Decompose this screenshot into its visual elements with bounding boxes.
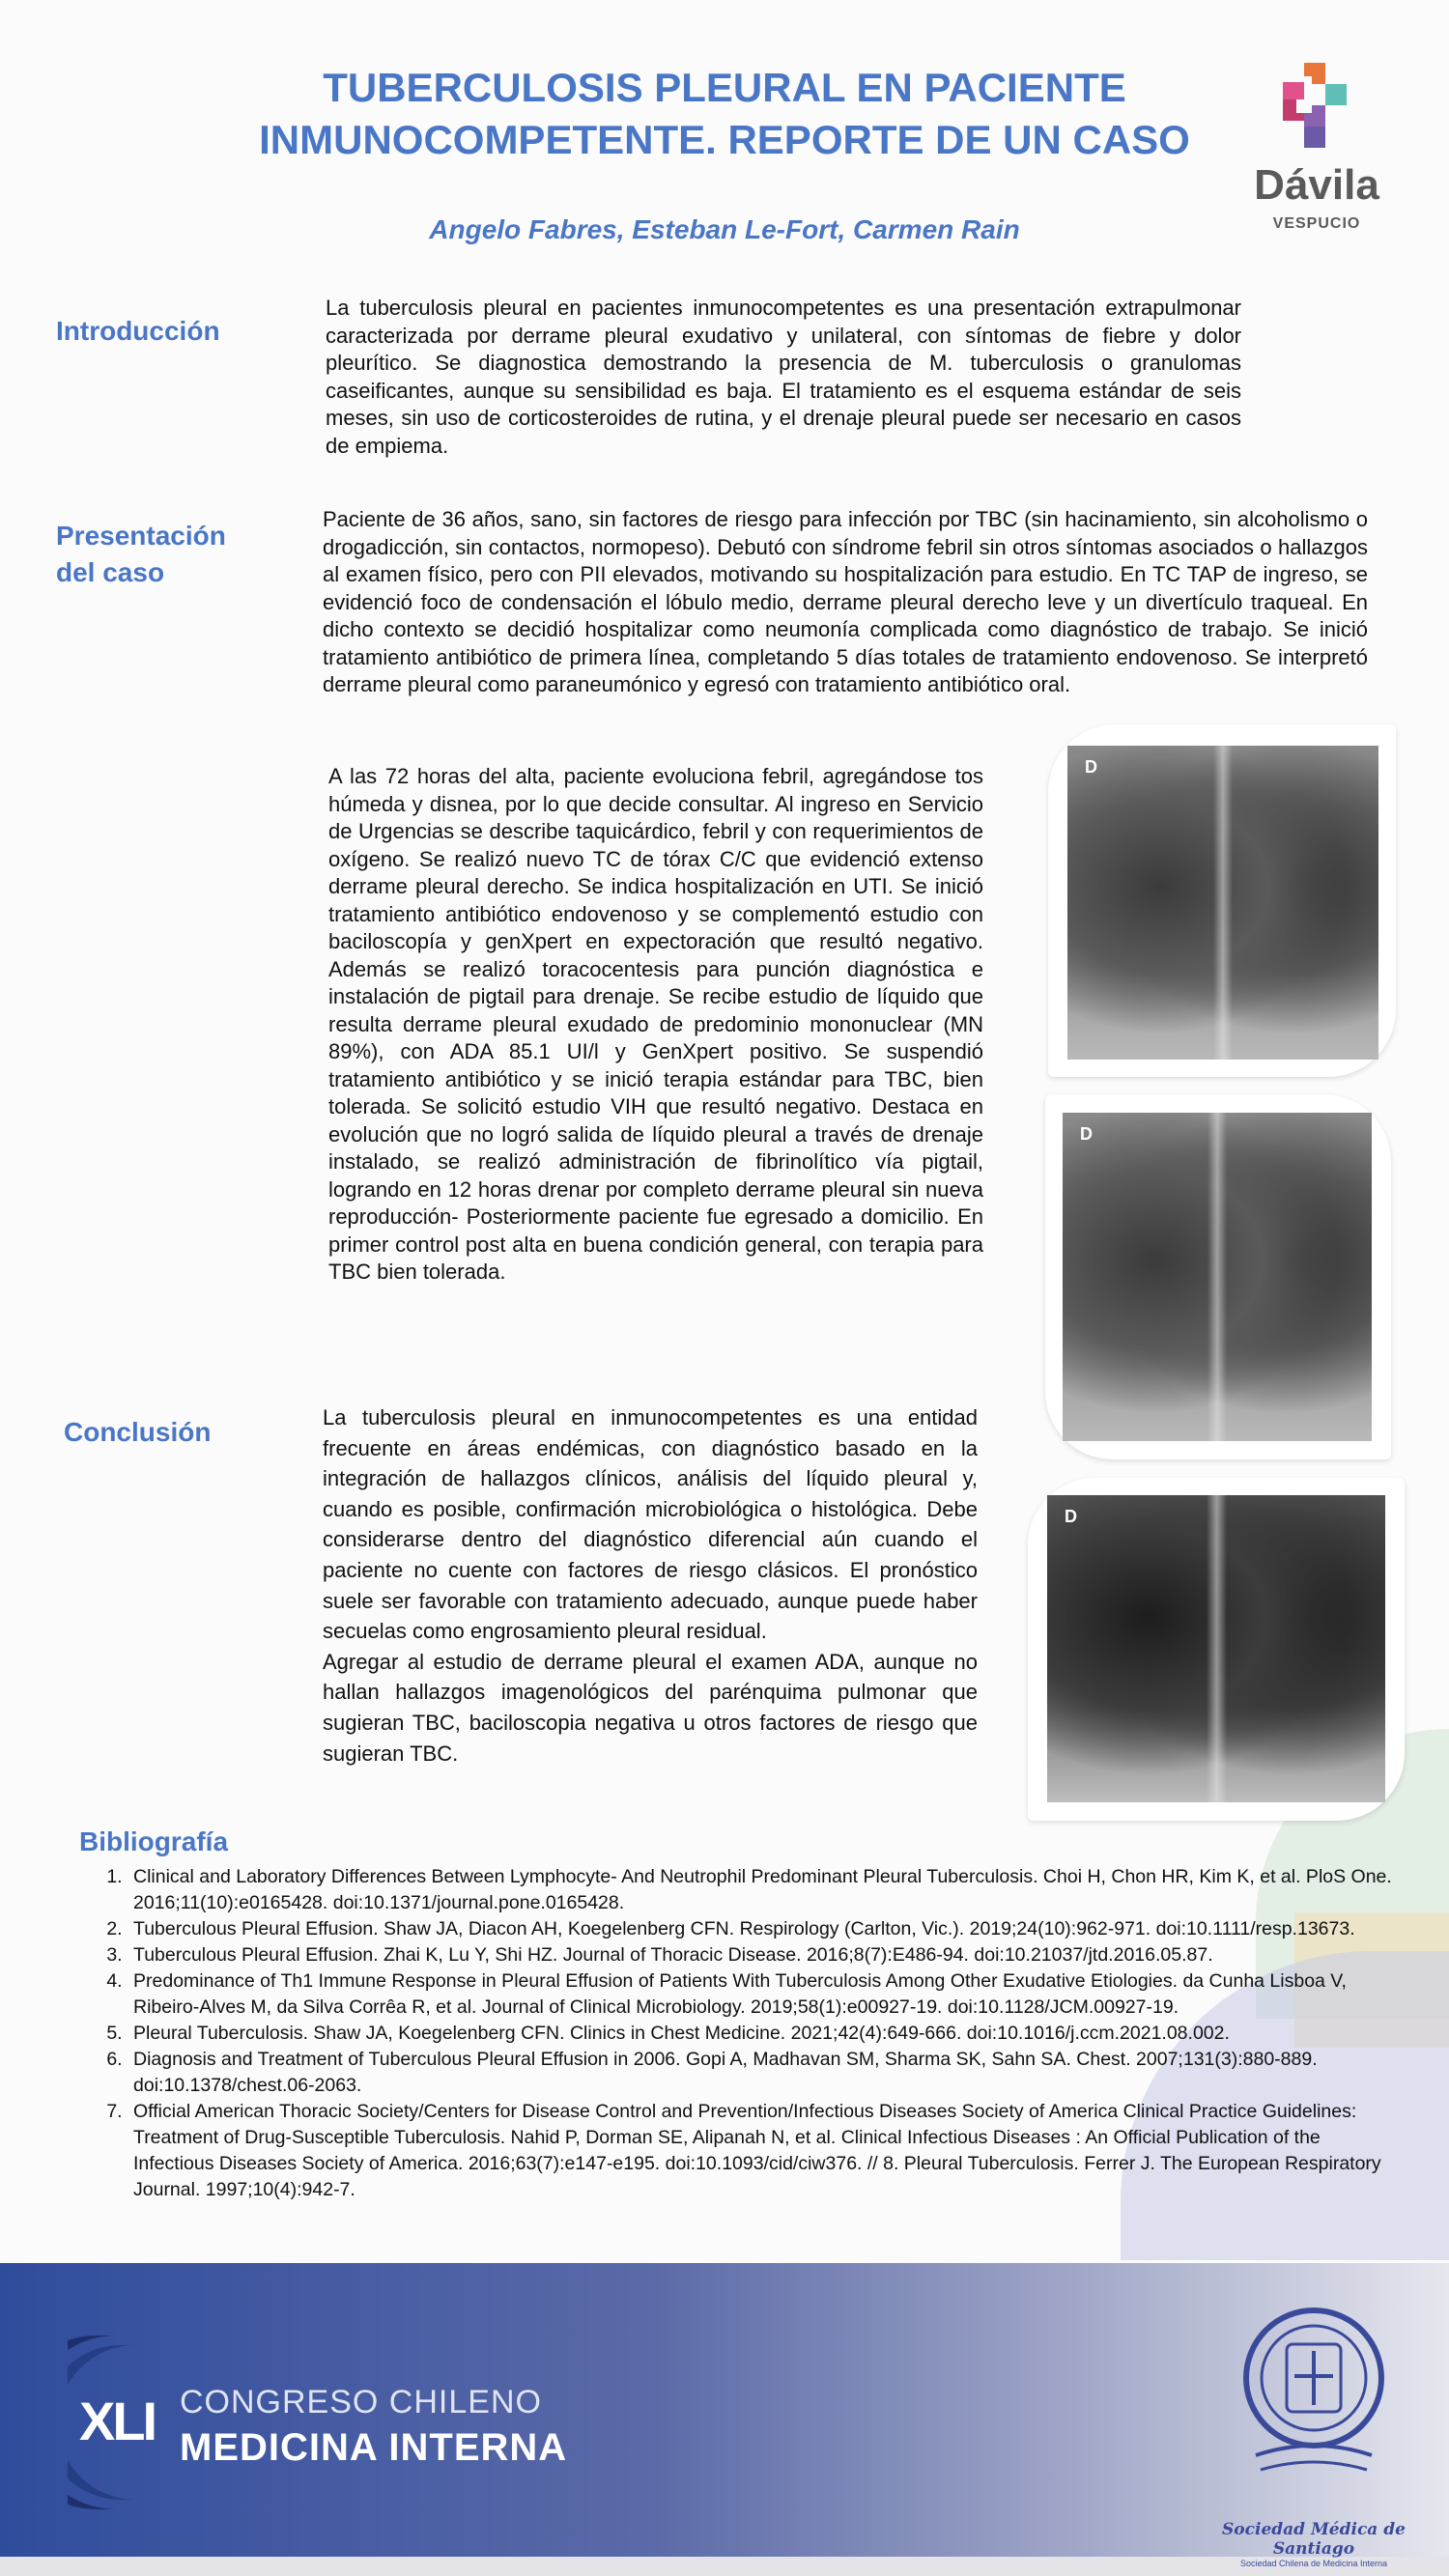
reference-item: 6. Diagnosis and Treatment of Tuberculous Pleural Effusion in 2006. Gopi A, Madhavan SM, Sharma SK, Sahn SA. Chest. 2007;131(3):880-889. doi:10.1378/chest.06-2063. bbox=[128, 2047, 1403, 2099]
authors: Angelo Fabres, Esteban Le-Fort, Carmen Rain bbox=[429, 214, 1020, 244]
case-text-1: Paciente de 36 años, sano, sin factores de riesgo para infección por TBC (sin hacinamiento, sin alcoholismo o drogadicción, sin contactos, normopeso). Debutó con síndrome febril sin otros síntomas asociados o hallazgos al examen físico, pero con PII elevados, motivando su hospitalización para estudio. En TC TAP de ingreso, se evidenció foco de condensación el lóbulo medio, derrame pleural derecho leve y un divertículo traqueal. En dicho contexto se decidió hospitalizar como neumonía complicada como diagnóstico de trabajo. Se inició tratamiento antibiótico de primera línea, completando 5 días totales de tratamiento endovenoso. Se interpretó derrame pleural como paraneumónico y egresó con tratamiento antibiótico oral. bbox=[323, 507, 1368, 696]
xray-marker-2: D bbox=[1080, 1124, 1093, 1144]
congress-name-line-1: CONGRESO CHILENO bbox=[180, 2384, 542, 2420]
society-seal-logo bbox=[1236, 2291, 1391, 2513]
xray-image-2 bbox=[1063, 1113, 1372, 1441]
xray-marker-3: D bbox=[1065, 1507, 1077, 1526]
conclusion-paragraph-1: La tuberculosis pleural en inmunocompetentes es una entidad frecuente en áreas endémicas, con diagnóstico basado en la integración de hallazgos clínicos, análisis del líquido pleural y, cuando es posible, confirmación microbiológica o histológica. Debe considerarse dentro del diagnóstico diferencial aún cuando el paciente no cuente con factores de riesgo clásicos. El pronóstico suele ser favorable con tratamiento adecuado, aunque puede haber secuelas como engrosamiento pleural residual. bbox=[323, 1405, 978, 1644]
xray-marker-1: D bbox=[1085, 757, 1097, 777]
bibliography-heading: Bibliografía bbox=[79, 1826, 229, 1856]
case-heading bbox=[56, 518, 226, 591]
xray-image-3 bbox=[1047, 1495, 1385, 1802]
congress-logo-text: XLI bbox=[79, 2391, 156, 2451]
title-line-1: TUBERCULOSIS PLEURAL EN PACIENTE bbox=[323, 65, 1126, 110]
xray-image-1 bbox=[1067, 746, 1378, 1060]
case-text-2: A las 72 horas del alta, paciente evoluciona febril, agregándose tos húmeda y disnea, por lo que decide consultar. Al ingreso en Servicio de Urgencias se describe taquicárdico, febril y con requerimientos de oxígeno. Se realizó nuevo TC de tórax C/C que evidenció extenso derrame pleural derecho. Se indica hospitalización en UTI. Se inició tratamiento antibiótico endovenoso y se complementó estudio con baciloscopía y genXpert en expectoración que resultó negativo. Además se realizó toracocentesis para punción diagnóstica e instalación de pigtail para drenaje. Se recibe estudio de líquido que resulta derrame pleural exudado de predominio mononuclear (MN 89%), con ADA 85.1 UI/l y GenXpert positivo. Se suspendió tratamiento antibiótico y se inició terapia estándar para TBC, bien tolerada. Se solicitó estudio VIH que resultó negativo. Destaca en evolución que no logró salida de líquido pleural a través de drenaje instalado, se realizó administración de fibrinolítico vía pigtail, logrando en 12 horas drenar por completo derrame pleural sin nueva reproducción- Posteriormente paciente fue egresado a domicilio. En primer control post alta en buena condición general, con terapia para TBC bien tolerada. bbox=[328, 764, 983, 1284]
bibliography-list bbox=[79, 1864, 1403, 2203]
logo-name: Dávila bbox=[1254, 161, 1379, 209]
reference-item: 7. Official American Thoracic Society/Centers for Disease Control and Prevention/Infectious Diseases Society of America Clinical Practice Guidelines: Treatment of Drug-Susceptible Tuberculosis. Nahid P, Dorman SE, Alipanah N, et al. Clinical Infectious Diseases : An Official Publication of the Infectious Diseases Society of America. 2016;63(7):e147-e195. doi:10.1093/cid/ciw376. // 8. Pleural Tuberculosis. Ferrer J. The European Respiratory Journal. 1997;10(4):942-7. bbox=[128, 2099, 1403, 2203]
logo-subtitle: VESPUCIO bbox=[1272, 215, 1361, 232]
reference-item: 4. Predominance of Th1 Immune Response in Pleural Effusion of Patients With Tuberculosis Among Other Exudative Etiologies. da Cunha Lisboa V, Ribeiro-Alves M, da Silva Corrêa R, et al. Journal of Clinical Microbiology. 2019;58(1):e00927-19. doi:10.1128/JCM.00927-19. bbox=[128, 1968, 1403, 2021]
society-subtitle: Sociedad Chilena de Medicina Interna bbox=[1239, 2559, 1388, 2568]
poster-title bbox=[203, 62, 1246, 166]
society-name-text: Sociedad Médica de Santiago bbox=[1222, 2520, 1406, 2559]
case-heading-line-1: Presentación bbox=[56, 521, 226, 551]
intro-text: La tuberculosis pleural en pacientes inmunocompetentes es una presentación extrapulmonar caracterizada por derrame pleural exudativo y unilateral, con síntomas de fiebre y dolor pleurítico. Se diagnostica demostrando la presencia de M. tuberculosis o granulomas caseificantes, aunque su sensibilidad es baja. El tratamiento es el esquema estándar de seis meses, sin uso de corticosteroides de rutina, y el drenaje pleural puede ser necesario en casos de empiema. bbox=[326, 296, 1241, 458]
congress-logo bbox=[68, 2335, 174, 2509]
reference-item: 1. Clinical and Laboratory Differences Between Lymphocyte- And Neutrophil Predominant Pleural Tuberculosis. Choi H, Chon HR, Kim K, et al. PloS One. 2016;11(10):e0165428. doi:10.1371/journal.pone.0165428. bbox=[128, 1864, 1403, 1916]
congress-name-line-2: MEDICINA INTERNA bbox=[180, 2426, 568, 2469]
reference-item: 5. Pleural Tuberculosis. Shaw JA, Koegelenberg CFN. Clinics in Chest Medicine. 2021;42(4):649-666. doi:10.1016/j.ccm.2021.08.002. bbox=[128, 2021, 1403, 2047]
society-crest-icon bbox=[1236, 2291, 1391, 2513]
reference-item: 2. Tuberculous Pleural Effusion. Shaw JA, Diacon AH, Koegelenberg CFN. Respirology (Carlton, Vic.). 2019;24(10):962-971. doi:10.1111/resp.13673. bbox=[128, 1916, 1403, 1942]
conclusion-paragraph-2: Agregar al estudio de derrame pleural el examen ADA, aunque no hallan hallazgos imagenológicos del parénquima pulmonar que sugieran TBC, baciloscopia negativa u otros factores de riesgo que sugieran TBC. bbox=[323, 1649, 978, 1766]
conclusion-heading: Conclusión bbox=[64, 1417, 212, 1447]
intro-heading: Introducción bbox=[56, 316, 220, 346]
davila-cross-icon bbox=[1236, 53, 1391, 169]
conclusion-text bbox=[323, 1402, 978, 1769]
title-line-2: INMUNOCOMPETENTE. REPORTE DE UN CASO bbox=[259, 117, 1190, 162]
reference-item: 3. Tuberculous Pleural Effusion. Zhai K, Lu Y, Shi HZ. Journal of Thoracic Disease. 2016;8(7):E486-94. doi:10.21037/jtd.2016.05.87. bbox=[128, 1942, 1403, 1968]
society-name bbox=[1208, 2520, 1420, 2568]
case-heading-line-2: del caso bbox=[56, 557, 165, 587]
davila-logo bbox=[1236, 53, 1391, 246]
